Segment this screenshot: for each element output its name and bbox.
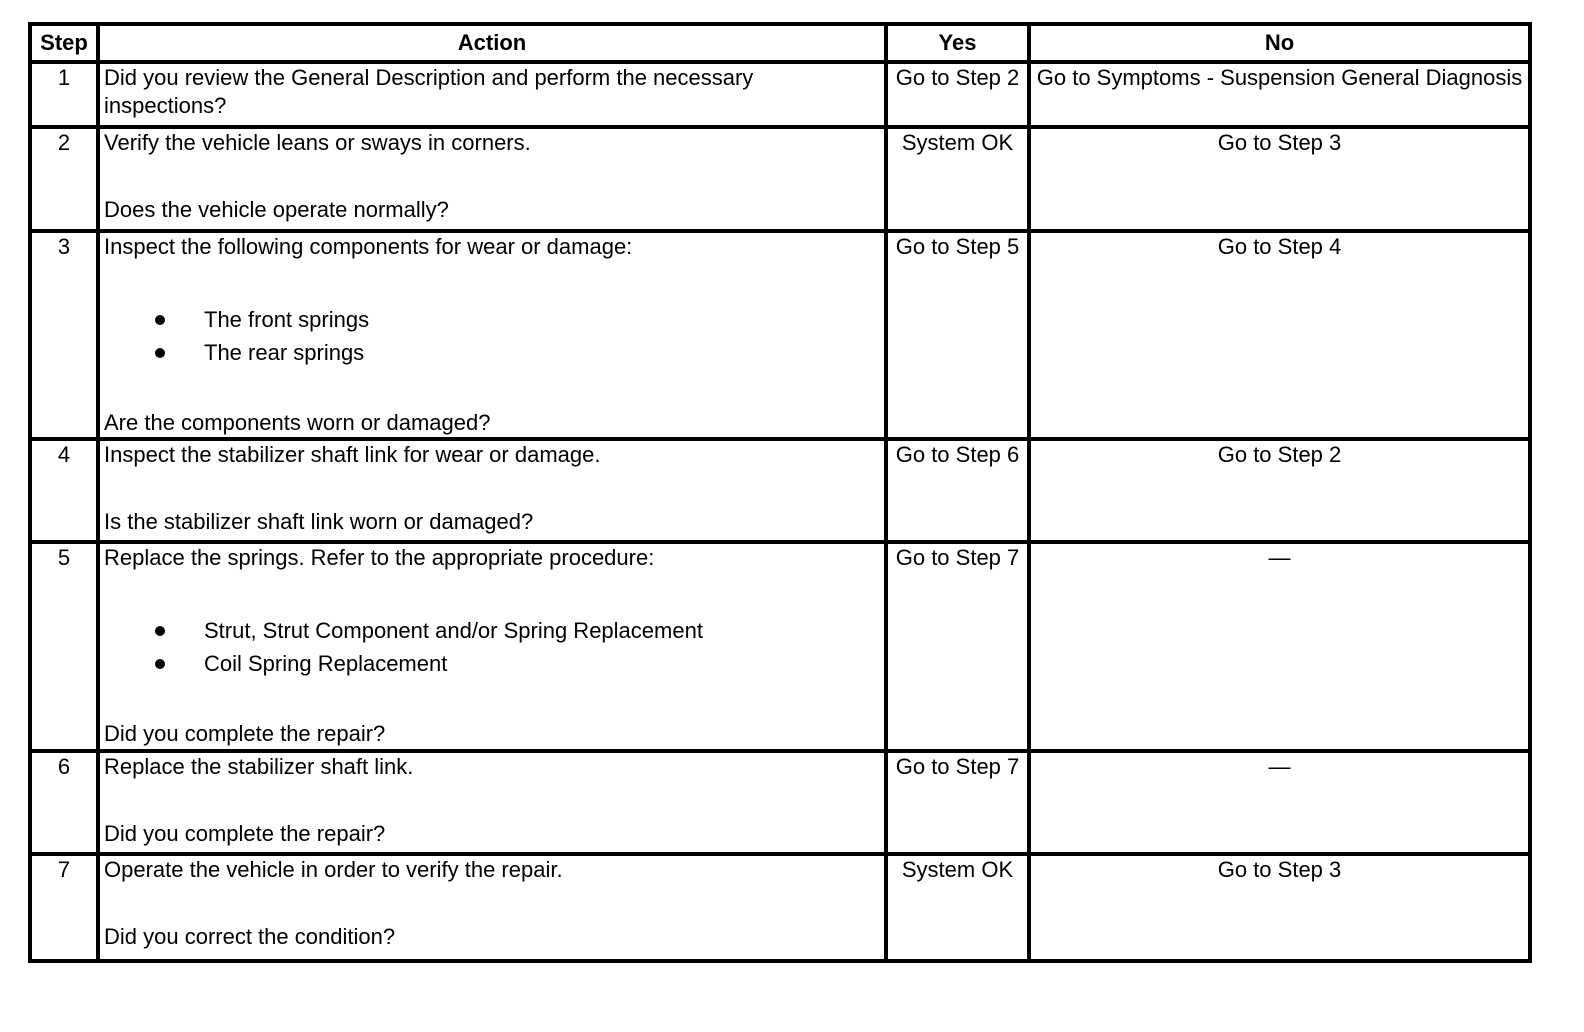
no-cell: Go to Symptoms - Suspension General Diagnosis [1029,62,1530,127]
step-number: 2 [30,127,98,231]
action-question: Does the vehicle operate normally? [104,197,449,222]
action-intro: Replace the stabilizer shaft link. [104,754,414,779]
list-item: Coil Spring Replacement [104,647,880,680]
action-cell [98,542,886,751]
action-question: Is the stabilizer shaft link worn or damaged? [104,509,534,534]
yes-cell: System OK [886,854,1029,961]
action-cell [98,231,886,439]
step-number: 4 [30,439,98,542]
action-intro: Verify the vehicle leans or sways in corners. [104,130,531,155]
table-row [30,62,1530,127]
table-row [30,542,1530,751]
spacer [104,781,880,809]
action-cell [98,439,886,542]
action-question: Did you complete the repair? [104,721,386,746]
yes-cell: Go to Step 7 [886,542,1029,751]
step-number: 5 [30,542,98,751]
diagnostic-table [28,22,1532,963]
yes-cell: Go to Step 2 [886,62,1029,127]
table-row [30,751,1530,854]
yes-cell: Go to Step 7 [886,751,1029,854]
action-intro: Inspect the stabilizer shaft link for wear or damage. [104,442,601,467]
header-yes: Yes [886,24,1029,62]
action-intro: Operate the vehicle in order to verify the repair. [104,857,563,882]
list-item: The rear springs [104,336,880,369]
spacer [104,680,880,720]
step-number: 7 [30,854,98,961]
action-intro: Did you review the General Description and perform the necessary inspections? [104,65,754,118]
list-item: Strut, Strut Component and/or Spring Replacement [104,614,880,647]
no-cell: — [1029,542,1530,751]
yes-cell: Go to Step 6 [886,439,1029,542]
action-intro: Replace the springs. Refer to the appropriate procedure: [104,545,655,570]
action-question: Are the components worn or damaged? [104,410,491,435]
table-row [30,127,1530,231]
header-row [30,24,1530,62]
spacer [104,884,880,912]
action-cell [98,854,886,961]
spacer [104,369,880,409]
no-cell: Go to Step 2 [1029,439,1530,542]
header-step: Step [30,24,98,62]
no-cell: Go to Step 4 [1029,231,1530,439]
table-row [30,439,1530,542]
step-number: 6 [30,751,98,854]
table-row [30,854,1530,961]
header-no: No [1029,24,1530,62]
spacer [104,572,880,614]
action-question: Did you complete the repair? [104,821,386,846]
spacer [104,157,880,185]
step-number: 3 [30,231,98,439]
no-cell: Go to Step 3 [1029,127,1530,231]
action-intro: Inspect the following components for wear or damage: [104,234,633,259]
spacer [104,261,880,303]
table-row [30,231,1530,439]
action-cell [98,62,886,127]
no-cell: Go to Step 3 [1029,854,1530,961]
header-action: Action [98,24,886,62]
step-number: 1 [30,62,98,127]
spacer [104,469,880,497]
no-cell: — [1029,751,1530,854]
component-list [104,303,880,369]
list-item: The front springs [104,303,880,336]
action-cell [98,751,886,854]
procedure-list [104,614,880,680]
yes-cell: System OK [886,127,1029,231]
action-question: Did you correct the condition? [104,924,396,949]
action-cell [98,127,886,231]
yes-cell: Go to Step 5 [886,231,1029,439]
